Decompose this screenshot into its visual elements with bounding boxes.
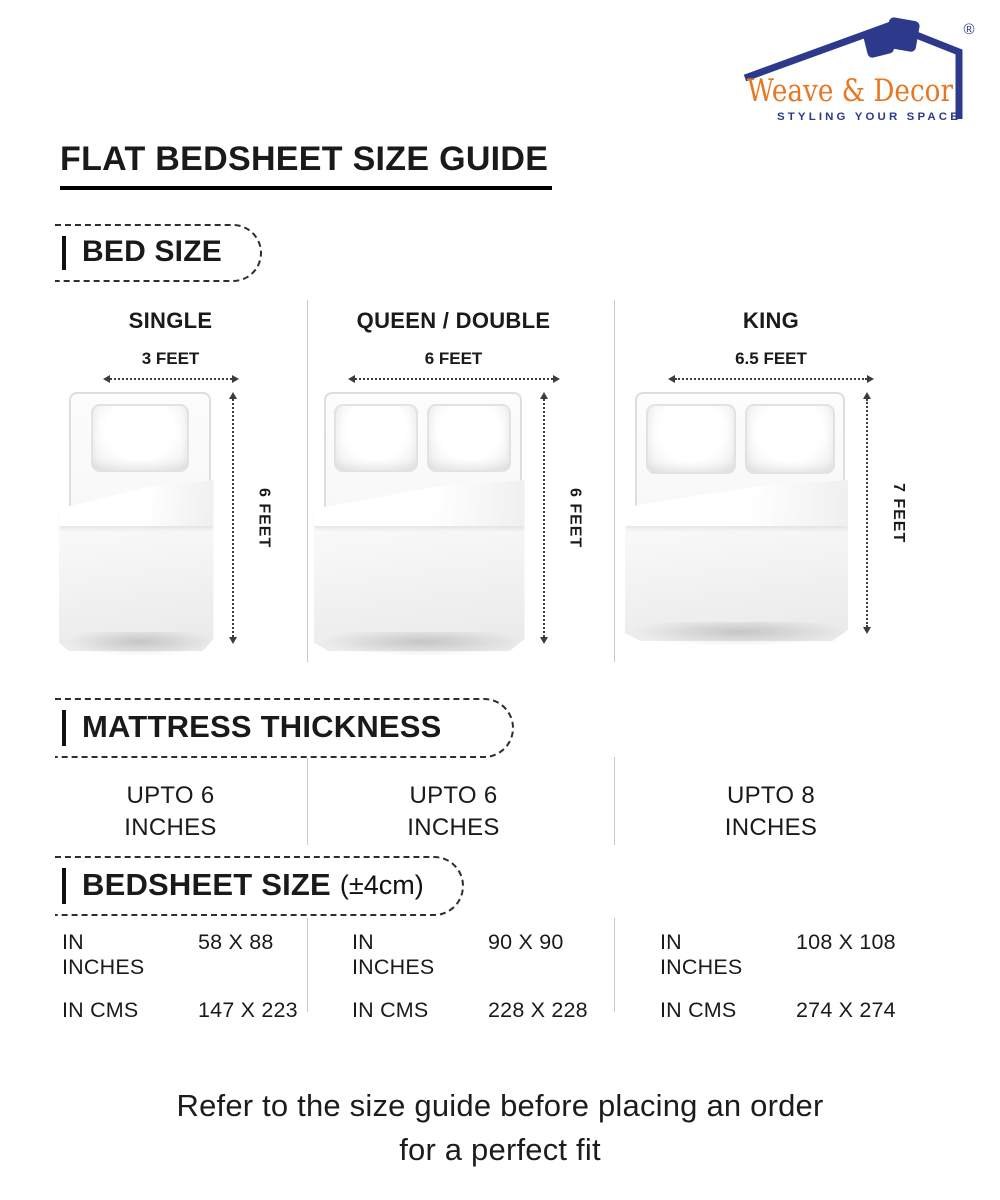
thickness-line2: INCHES — [724, 813, 818, 841]
height-arrow — [228, 392, 238, 644]
bed-name: SINGLE — [128, 308, 213, 333]
bedsheet-size-section-header — [55, 856, 464, 916]
bedsheet-tolerance-label: (±4cm) — [339, 869, 424, 900]
pillow-icon — [646, 404, 736, 474]
footer-line1: Refer to the size guide before placing an order — [176, 1088, 824, 1123]
width-arrow — [103, 374, 239, 384]
size-value-cms: 228 X 228 — [488, 998, 588, 1022]
bed-illustration-wrap — [324, 392, 584, 644]
height-arrow-line — [866, 399, 868, 627]
row-label-inches: IN INCHES — [660, 930, 743, 979]
bed-width-label: 6.5 FEET — [735, 349, 807, 368]
brand-logo — [738, 12, 978, 126]
duvet-shape — [59, 480, 214, 651]
width-arrow — [668, 374, 874, 384]
thickness-line1: UPTO 8 — [726, 782, 816, 809]
mattress-thickness-label: MATTRESS THICKNESS — [82, 709, 442, 744]
thickness-line2: INCHES — [124, 813, 217, 841]
bed-illustration-wrap — [635, 392, 907, 634]
footer-line2: for a perfect fit — [399, 1132, 601, 1168]
thickness-value-single — [0, 780, 307, 843]
size-value-inches: 108 X 108 — [796, 930, 896, 954]
bed-column-queen-double — [307, 308, 614, 644]
row-label-inches: IN INCHES — [62, 930, 145, 979]
mattress-thickness-section-header — [55, 698, 514, 758]
bed-name: KING — [742, 308, 800, 333]
logo-brand-text: Weave & Decor — [747, 73, 954, 109]
row-label-inches: IN INCHES — [352, 930, 435, 979]
bed-illustration — [69, 392, 211, 644]
bed-width-label: 6 FEET — [424, 349, 483, 368]
bed-size-columns — [0, 308, 1000, 644]
pillow-icon — [91, 404, 189, 472]
height-arrow-line — [232, 399, 234, 637]
size-value-inches: 90 X 90 — [488, 930, 564, 954]
bed-column-king — [614, 308, 1000, 644]
duvet-shape — [314, 480, 525, 651]
size-value-inches: 58 X 88 — [198, 930, 274, 954]
bed-shadow — [320, 632, 526, 656]
thickness-value-queen-double — [307, 780, 614, 843]
size-value-cms: 147 X 223 — [198, 998, 298, 1022]
bed-size-section-header — [55, 224, 262, 282]
width-arrow-line — [355, 378, 553, 380]
height-arrow — [539, 392, 549, 644]
bed-width-label: 3 FEET — [141, 349, 200, 368]
width-arrow — [348, 374, 560, 384]
bed-illustration — [324, 392, 522, 644]
row-label-cms: IN CMS — [352, 998, 429, 1022]
pillow-icon — [745, 404, 835, 474]
page-title: FLAT BEDSHEET SIZE GUIDE — [60, 140, 552, 190]
bedsheet-size-label: BEDSHEET SIZE — [82, 867, 331, 902]
logo-tagline-text: STYLING YOUR SPACE — [777, 111, 961, 123]
bed-illustration — [635, 392, 845, 634]
bed-name: QUEEN / DOUBLE — [356, 308, 551, 333]
logo-registered-mark: ® — [963, 21, 975, 38]
size-cell-single — [0, 930, 307, 1023]
pillow-icon — [427, 404, 511, 472]
size-cell-king — [614, 930, 1000, 1023]
thickness-value-king — [614, 780, 1000, 843]
thickness-line1: UPTO 6 — [126, 782, 215, 809]
row-label-cms: IN CMS — [62, 998, 139, 1022]
bed-height-label: 6 FEET — [255, 487, 273, 549]
mattress-thickness-values — [0, 780, 1000, 843]
height-arrow — [862, 392, 872, 634]
row-label-cms: IN CMS — [660, 998, 737, 1022]
size-value-cms: 274 X 274 — [796, 998, 896, 1022]
bed-size-label: BED SIZE — [82, 235, 222, 268]
size-cell-queen-double — [307, 930, 614, 1023]
width-arrow-line — [110, 378, 232, 380]
width-arrow-line — [675, 378, 867, 380]
bedsheet-size-table — [0, 930, 1000, 1023]
bed-shadow — [65, 632, 215, 656]
bed-column-single — [0, 308, 307, 644]
thickness-line2: INCHES — [407, 813, 500, 841]
thickness-line1: UPTO 6 — [409, 782, 498, 809]
bed-illustration-wrap — [69, 392, 273, 644]
logo-pillow-icon — [884, 17, 920, 53]
bed-height-label: 7 FEET — [890, 482, 907, 544]
footer-note — [0, 1084, 1000, 1172]
pillow-icon — [334, 404, 418, 472]
duvet-shape — [625, 480, 848, 641]
bed-shadow — [631, 622, 849, 646]
bed-height-label: 6 FEET — [566, 487, 584, 549]
height-arrow-line — [543, 399, 545, 637]
